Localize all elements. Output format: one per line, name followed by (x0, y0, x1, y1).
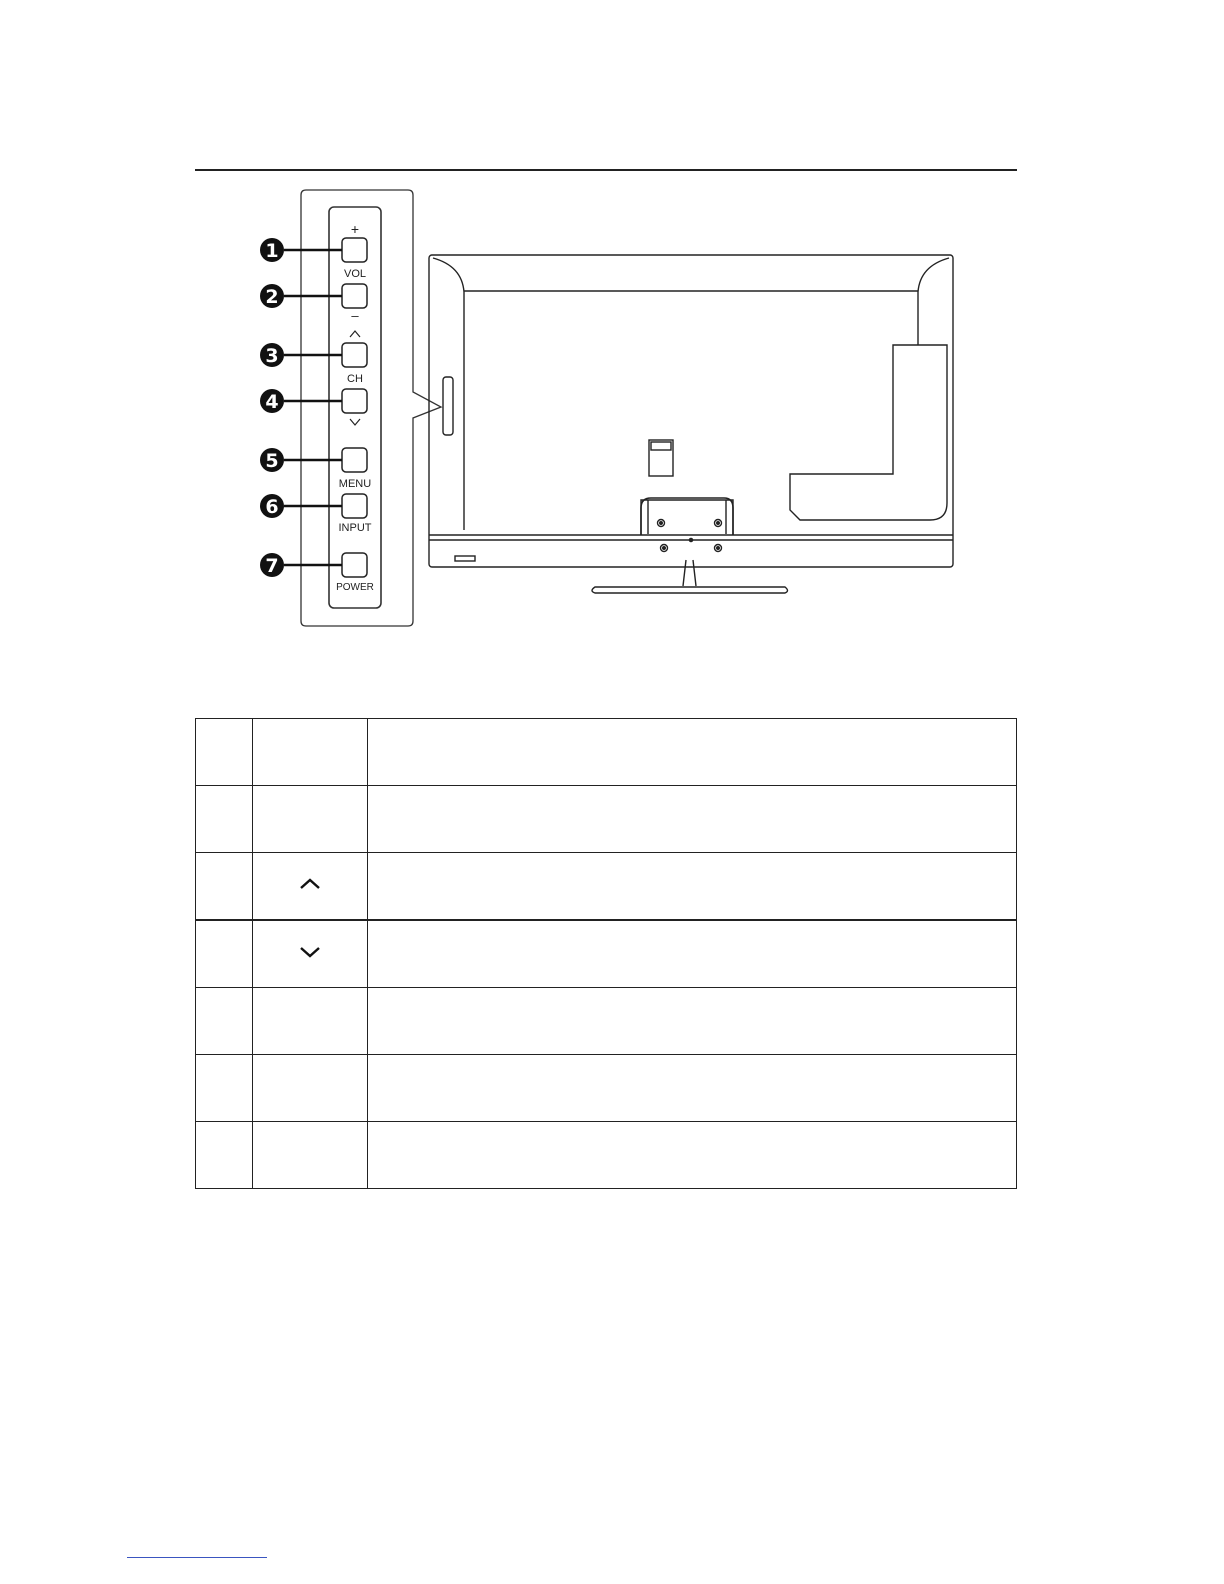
row-description (368, 988, 1017, 1055)
callout-6-number: 6 (265, 496, 279, 518)
power-button[interactable] (342, 553, 367, 577)
row-number (196, 1122, 253, 1189)
row-key (253, 719, 368, 786)
menu-button[interactable] (342, 448, 367, 472)
row-key (253, 786, 368, 853)
row-number (196, 853, 253, 921)
callout-5-number: 5 (265, 450, 279, 472)
tv-rear-diagram (0, 0, 1224, 700)
callout-4-number: 4 (265, 391, 279, 413)
row-number (196, 988, 253, 1055)
row-description (368, 719, 1017, 786)
callout-3-number: 3 (265, 345, 279, 367)
row-key (253, 1122, 368, 1189)
row-key (253, 920, 368, 988)
vol-up-button[interactable] (342, 238, 367, 262)
vol-label: VOL (343, 268, 367, 280)
ch-label: CH (347, 373, 363, 385)
table-row (196, 719, 1017, 786)
row-description (368, 853, 1017, 921)
chevron-up-icon (298, 877, 322, 891)
table-row (196, 1055, 1017, 1122)
ch-down-button[interactable] (342, 389, 367, 413)
row-description (368, 1122, 1017, 1189)
callout-leaders (284, 250, 342, 565)
row-description (368, 920, 1017, 988)
callout-7-number: 7 (265, 555, 279, 577)
table-row (196, 920, 1017, 988)
vol-down-label: – (351, 308, 359, 323)
ch-up-chevron-icon (350, 331, 360, 337)
callout-markers (260, 238, 284, 577)
table-row (196, 988, 1017, 1055)
controls-table (195, 718, 1017, 1189)
control-panel-callout (301, 190, 441, 626)
input-label: INPUT (338, 522, 372, 534)
row-key (253, 1055, 368, 1122)
menu-label: MENU (338, 478, 372, 490)
row-number (196, 1055, 253, 1122)
input-button[interactable] (342, 494, 367, 518)
row-number (196, 719, 253, 786)
ch-down-chevron-icon (350, 419, 360, 425)
row-key (253, 853, 368, 921)
power-label: POWER (336, 582, 374, 593)
table-row (196, 853, 1017, 921)
footer-link-underline (127, 1557, 267, 1558)
chevron-down-icon (298, 945, 322, 959)
row-description (368, 1055, 1017, 1122)
table-row (196, 1122, 1017, 1189)
row-description (368, 786, 1017, 853)
row-number (196, 786, 253, 853)
vol-up-label: + (350, 221, 360, 237)
row-number (196, 920, 253, 988)
table-row (196, 786, 1017, 853)
ch-up-button[interactable] (342, 343, 367, 367)
vol-down-button[interactable] (342, 284, 367, 308)
row-key (253, 988, 368, 1055)
callout-1-number: 1 (265, 240, 279, 262)
callout-2-number: 2 (265, 286, 279, 308)
